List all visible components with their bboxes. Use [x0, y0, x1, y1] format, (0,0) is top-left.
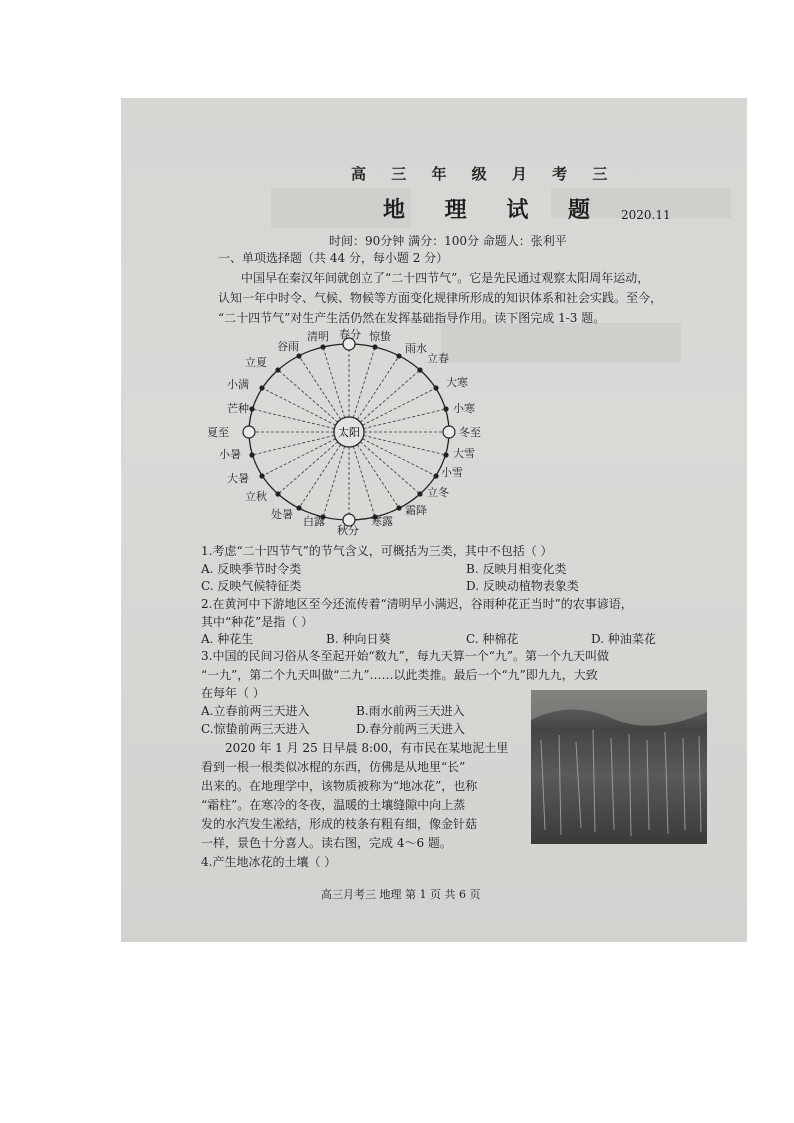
intro-line: 中国早在秦汉年间就创立了“二十四节气”。它是先民通过观察太阳周年运动， — [241, 271, 650, 285]
question-stem: 在每年（ ） — [201, 686, 265, 700]
frost-columns-photo — [531, 690, 707, 844]
exam-info: 时间：90分钟 满分：100分 命题人：张利平 — [329, 234, 567, 248]
option-c: C. 种棉花 — [466, 632, 519, 646]
section-heading: 一、单项选择题（共 44 分，每小题 2 分） — [218, 251, 449, 265]
option-c: C. 反映气候特征类 — [201, 579, 302, 593]
term-label: 秋分 — [337, 524, 359, 537]
term-label: 小暑 — [219, 448, 241, 461]
passage-line: “霜柱”。在寒冷的冬夜，温暖的土壤缝隙中向上蒸 — [201, 798, 466, 812]
exam-page-photo — [121, 98, 747, 942]
option-a: A. 种花生 — [201, 632, 254, 646]
passage-line: 发的水汽发生凇结，形成的枝条有粗有细，像金针菇 — [201, 817, 478, 831]
option-b: B.雨水前两三天进入 — [356, 704, 465, 718]
passage-line: 2020 年 1 月 25 日早晨 8:00，有市民在某地泥土里 — [225, 741, 509, 755]
term-label: 小满 — [227, 378, 249, 391]
term-label: 大雪 — [453, 447, 475, 460]
passage-line: 出来的。在地理学中，该物质被称为“地冰花”，也称 — [201, 779, 478, 793]
question-stem: 其中“种花”是指（ ） — [201, 615, 314, 629]
question-stem: 2.在黄河中下游地区至今还流传着“清明早小满迟，谷雨种花正当时”的农事谚语， — [201, 597, 633, 611]
question-stem: 4.产生地冰花的土壤（ ） — [201, 855, 337, 869]
option-d: D. 种油菜花 — [591, 632, 656, 646]
option-a: A. 反映季节时令类 — [201, 562, 302, 576]
option-b: B. 种向日葵 — [326, 632, 391, 646]
term-label: 处暑 — [271, 508, 293, 521]
term-label: 惊蛰 — [369, 330, 391, 343]
exam-date: 2020.11 — [621, 208, 671, 222]
term-label: 谷雨 — [277, 340, 299, 353]
term-label: 大寒 — [446, 376, 468, 389]
term-label: 小寒 — [453, 402, 475, 415]
intro-line: “二十四节气”对生产生活仍然在发挥基础指导作用。读下图完成 1-3 题。 — [218, 311, 606, 325]
term-label: 雨水 — [405, 342, 427, 355]
term-label: 立夏 — [245, 356, 267, 369]
grade-title: 高 三 年 级 月 考 三 — [351, 165, 618, 183]
sun-label: 太阳 — [338, 426, 360, 439]
term-label: 小雪 — [441, 466, 463, 479]
subject-title: 地 理 试 题 — [383, 197, 606, 223]
question-stem: 3.中国的民间习俗从冬至起开始“数九”，每九天算一个“九”。第一个九天叫做 — [201, 649, 609, 663]
solar-terms-diagram — [207, 328, 499, 537]
page-footer: 高三月考三 地理 第 1 页 共 6 页 — [321, 888, 481, 901]
passage-line: 一样，景色十分喜人。读右图，完成 4～6 题。 — [201, 836, 452, 850]
term-label: 冬至 — [459, 426, 481, 439]
passage-line: 看到一根一根类似冰棍的东西，仿佛是从地里“长” — [201, 760, 466, 774]
option-b: B. 反映月相变化类 — [466, 562, 567, 576]
term-label: 寒露 — [371, 515, 393, 528]
term-label: 立春 — [427, 352, 449, 365]
term-label: 立冬 — [427, 486, 449, 499]
option-d: D.春分前两三天进入 — [356, 722, 466, 736]
term-label: 霜降 — [405, 504, 427, 517]
term-label: 清明 — [307, 330, 329, 343]
option-a: A.立春前两三天进入 — [201, 704, 310, 718]
term-label: 立秋 — [245, 490, 267, 503]
term-label: 夏至 — [207, 426, 229, 439]
question-stem: “一九”，第二个九天叫做“二九”……以此类推。最后一个“九”即九九，大致 — [201, 668, 598, 682]
term-label: 白露 — [303, 515, 325, 528]
term-label: 春分 — [339, 328, 361, 341]
term-label: 芒种 — [227, 402, 249, 415]
intro-line: 认知一年中时令、气候、物候等方面变化规律所形成的知识体系和社会实践。至今， — [218, 291, 663, 305]
question-stem: 1.考虑“二十四节气”的节气含义，可概括为三类，其中不包括（ ） — [201, 544, 553, 558]
option-d: D. 反映动植物表象类 — [466, 579, 579, 593]
term-label: 大暑 — [227, 472, 249, 485]
option-c: C.惊蛰前两三天进入 — [201, 722, 310, 736]
